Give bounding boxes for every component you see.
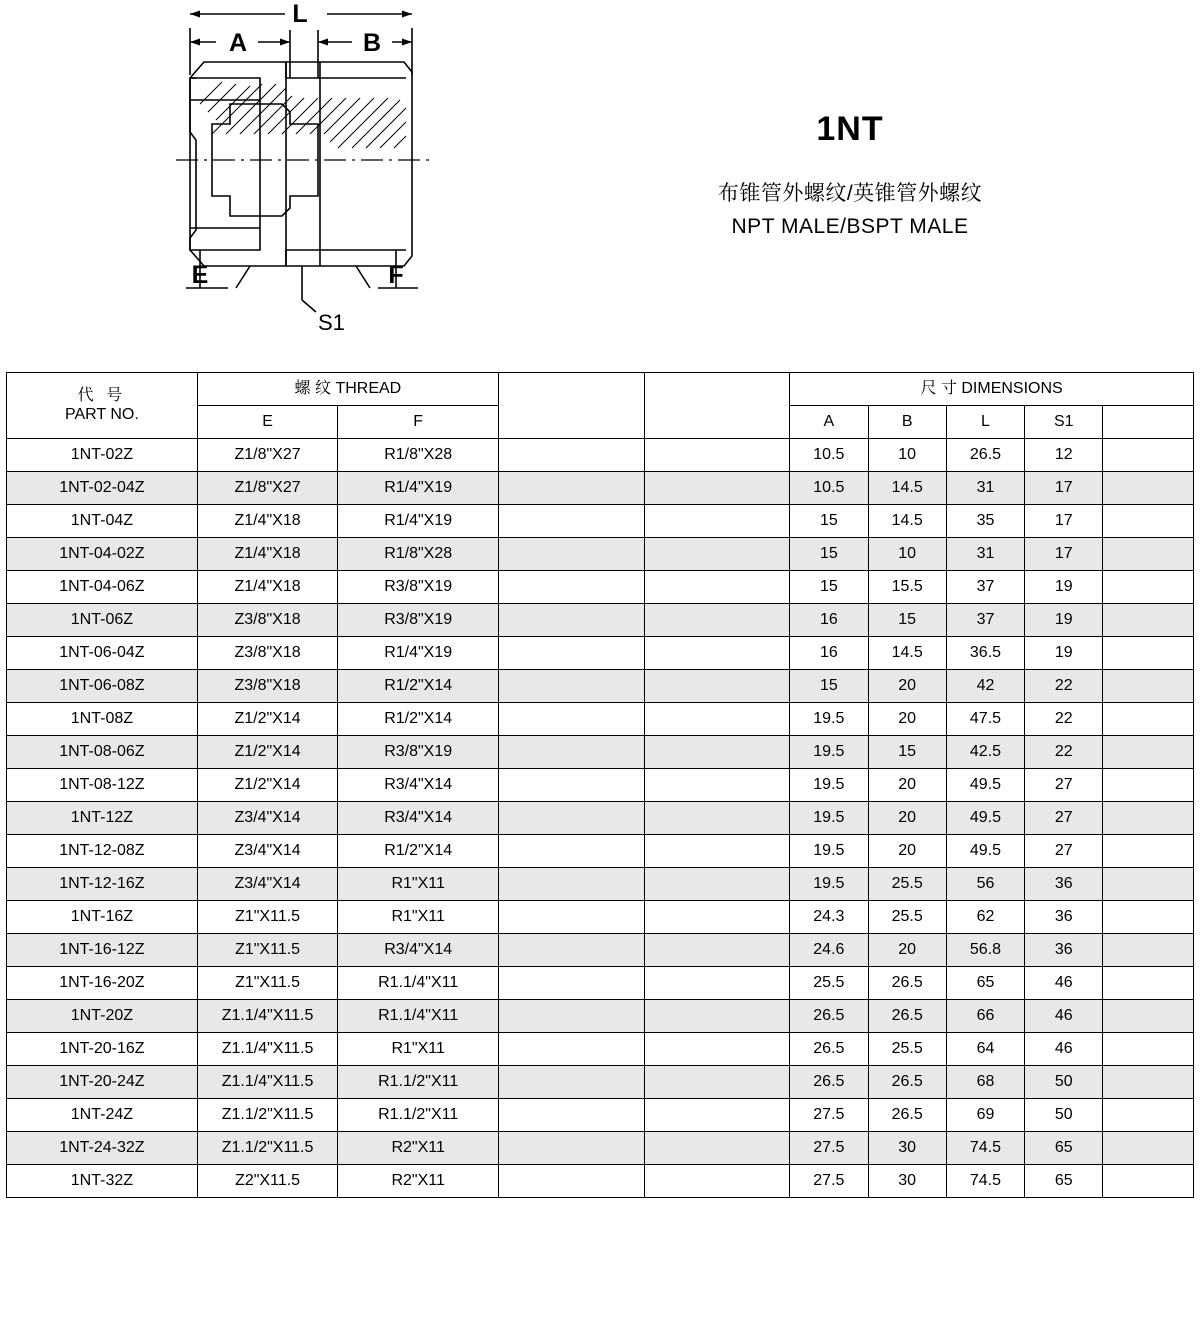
cell-thread-e: Z3/8"X18 [197,637,338,670]
cell-thread-f: R1/2"X14 [338,835,499,868]
cell-dim-s1: 27 [1025,802,1103,835]
cell-dim-s1: 17 [1025,538,1103,571]
cell-thread-e: Z1/2"X14 [197,703,338,736]
cell-blank [499,505,645,538]
cell-blank [1103,670,1194,703]
cell-blank [499,637,645,670]
cell-thread-f: R1.1/2"X11 [338,1066,499,1099]
cell-thread-f: R2"X11 [338,1132,499,1165]
cell-blank [644,934,790,967]
cell-blank [644,802,790,835]
cell-dim-a: 19.5 [790,769,868,802]
table-row [7,835,1194,868]
cell-blank [1103,604,1194,637]
cell-dim-a: 16 [790,637,868,670]
cell-blank [644,703,790,736]
cell-blank [499,670,645,703]
table-row [7,934,1194,967]
cell-dim-s1: 65 [1025,1132,1103,1165]
cell-part-no: 1NT-08-06Z [7,736,198,769]
product-drawing [0,0,560,335]
cell-blank [644,637,790,670]
cell-dim-s1: 46 [1025,967,1103,1000]
cell-part-no: 1NT-20-16Z [7,1033,198,1066]
header-part-no [7,373,198,439]
table-row [7,604,1194,637]
cell-blank [499,835,645,868]
cell-thread-f: R3/4"X14 [338,769,499,802]
cell-thread-f: R1.1/4"X11 [338,1000,499,1033]
cell-blank [644,868,790,901]
cell-blank [499,736,645,769]
cell-thread-f: R1/2"X14 [338,703,499,736]
fitting-technical-drawing [0,0,560,330]
cell-dim-b: 15 [868,736,946,769]
cell-blank [644,439,790,472]
cell-thread-f: R1"X11 [338,868,499,901]
cell-dim-l: 31 [946,538,1024,571]
cell-blank [1103,1099,1194,1132]
cell-blank [644,1066,790,1099]
cell-dim-b: 26.5 [868,967,946,1000]
cell-dim-b: 14.5 [868,637,946,670]
cell-dim-b: 14.5 [868,472,946,505]
cell-blank [1103,1000,1194,1033]
cell-part-no: 1NT-06-04Z [7,637,198,670]
product-name-cn: 布锥管外螺纹/英锥管外螺纹 [717,182,983,205]
cell-part-no: 1NT-16-20Z [7,967,198,1000]
cell-blank [644,769,790,802]
cell-thread-e: Z1/8"X27 [197,472,338,505]
cell-thread-f: R1/8"X28 [338,538,499,571]
cell-dim-l: 37 [946,571,1024,604]
cell-dim-a: 26.5 [790,1033,868,1066]
cell-blank [499,1066,645,1099]
cell-thread-e: Z1/2"X14 [197,769,338,802]
header-part-no-cn: 代 号 [77,387,127,405]
cell-dim-l: 35 [946,505,1024,538]
cell-part-no: 1NT-04-06Z [7,571,198,604]
header-blank-1 [499,373,645,439]
cell-blank [1103,1033,1194,1066]
table-row [7,538,1194,571]
cell-dim-b: 20 [868,802,946,835]
cell-dim-s1: 50 [1025,1099,1103,1132]
table-row [7,505,1194,538]
cell-dim-a: 27.5 [790,1165,868,1198]
cell-part-no: 1NT-16Z [7,901,198,934]
cell-thread-e: Z3/8"X18 [197,670,338,703]
cell-blank [1103,1165,1194,1198]
cell-blank [499,1132,645,1165]
table-row [7,868,1194,901]
cell-blank [644,472,790,505]
cell-blank [644,571,790,604]
header-thread: 螺 纹 THREAD [197,373,498,406]
cell-dim-l: 68 [946,1066,1024,1099]
cell-thread-e: Z1"X11.5 [197,934,338,967]
cell-blank [499,1099,645,1132]
cell-part-no: 1NT-02Z [7,439,198,472]
cell-blank [644,835,790,868]
cell-part-no: 1NT-08-12Z [7,769,198,802]
cell-blank [1103,1132,1194,1165]
cell-blank [644,1165,790,1198]
cell-thread-e: Z2"X11.5 [197,1165,338,1198]
cell-thread-f: R3/8"X19 [338,736,499,769]
cell-blank [499,934,645,967]
cell-part-no: 1NT-24-32Z [7,1132,198,1165]
cell-thread-e: Z3/8"X18 [197,604,338,637]
cell-part-no: 1NT-06Z [7,604,198,637]
cell-blank [644,505,790,538]
cell-part-no: 1NT-24Z [7,1099,198,1132]
cell-part-no: 1NT-12Z [7,802,198,835]
cell-blank [644,901,790,934]
cell-blank [644,1000,790,1033]
cell-dim-l: 31 [946,472,1024,505]
cell-blank [499,538,645,571]
table-row [7,736,1194,769]
cell-dim-s1: 19 [1025,604,1103,637]
table-row [7,967,1194,1000]
cell-dim-a: 15 [790,571,868,604]
cell-dim-a: 26.5 [790,1066,868,1099]
cell-dim-a: 15 [790,670,868,703]
cell-blank [499,571,645,604]
cell-dim-s1: 36 [1025,901,1103,934]
cell-dim-s1: 19 [1025,637,1103,670]
header-blank-2 [644,373,790,439]
product-code: 1NT [816,110,884,148]
cell-thread-f: R1.1/2"X11 [338,1099,499,1132]
cell-dim-s1: 36 [1025,934,1103,967]
cell-dim-s1: 27 [1025,769,1103,802]
cell-dim-l: 56 [946,868,1024,901]
cell-thread-f: R1"X11 [338,901,499,934]
cell-thread-f: R1/4"X19 [338,472,499,505]
cell-dim-l: 74.5 [946,1132,1024,1165]
cell-dim-b: 10 [868,538,946,571]
cell-blank [1103,703,1194,736]
cell-thread-e: Z1"X11.5 [197,967,338,1000]
cell-blank [1103,637,1194,670]
cell-dim-b: 26.5 [868,1099,946,1132]
cell-dim-l: 74.5 [946,1165,1024,1198]
cell-blank [499,1000,645,1033]
cell-blank [1103,1066,1194,1099]
header-dim-b: B [868,406,946,439]
drawing-label-E: E [191,261,209,289]
cell-blank [644,967,790,1000]
cell-blank [499,967,645,1000]
cell-thread-f: R1.1/4"X11 [338,967,499,1000]
cell-blank [499,901,645,934]
cell-dim-b: 25.5 [868,868,946,901]
table-row [7,769,1194,802]
cell-dim-l: 26.5 [946,439,1024,472]
cell-part-no: 1NT-32Z [7,1165,198,1198]
cell-blank [1103,868,1194,901]
cell-dim-b: 14.5 [868,505,946,538]
cell-thread-f: R3/8"X19 [338,604,499,637]
cell-dim-l: 49.5 [946,802,1024,835]
cell-blank [499,604,645,637]
cell-dim-l: 47.5 [946,703,1024,736]
cell-dim-a: 24.6 [790,934,868,967]
table-row [7,901,1194,934]
header-thread-f: F [338,406,499,439]
cell-dim-b: 26.5 [868,1066,946,1099]
specification-table [6,372,1194,1198]
table-row [7,571,1194,604]
cell-blank [644,604,790,637]
cell-blank [644,538,790,571]
cell-dim-b: 20 [868,670,946,703]
drawing-label-S1: S1 [318,310,345,330]
cell-dim-a: 27.5 [790,1132,868,1165]
cell-part-no: 1NT-08Z [7,703,198,736]
header-dim-s1: S1 [1025,406,1103,439]
cell-dim-l: 49.5 [946,835,1024,868]
cell-dim-l: 42.5 [946,736,1024,769]
cell-blank [499,472,645,505]
cell-dim-l: 62 [946,901,1024,934]
cell-dim-l: 66 [946,1000,1024,1033]
cell-thread-e: Z1.1/4"X11.5 [197,1000,338,1033]
cell-dim-s1: 46 [1025,1033,1103,1066]
table-row [7,439,1194,472]
cell-dim-b: 25.5 [868,1033,946,1066]
specification-table-body [7,439,1194,1198]
table-row [7,802,1194,835]
cell-dim-a: 25.5 [790,967,868,1000]
cell-thread-f: R3/4"X14 [338,802,499,835]
cell-dim-b: 20 [868,835,946,868]
cell-dim-s1: 17 [1025,505,1103,538]
cell-blank [1103,736,1194,769]
cell-dim-l: 56.8 [946,934,1024,967]
cell-dim-l: 65 [946,967,1024,1000]
spec-table-wrap [0,372,1200,1198]
header-thread-e: E [197,406,338,439]
cell-dim-b: 20 [868,769,946,802]
cell-thread-f: R2"X11 [338,1165,499,1198]
cell-blank [1103,901,1194,934]
cell-dim-a: 19.5 [790,703,868,736]
cell-blank [1103,802,1194,835]
header-dim-a: A [790,406,868,439]
cell-thread-f: R1/4"X19 [338,637,499,670]
cell-thread-e: Z1.1/4"X11.5 [197,1066,338,1099]
cell-dim-a: 10.5 [790,472,868,505]
cell-part-no: 1NT-12-08Z [7,835,198,868]
cell-dim-b: 10 [868,439,946,472]
cell-blank [499,439,645,472]
cell-thread-e: Z1/8"X27 [197,439,338,472]
cell-part-no: 1NT-20Z [7,1000,198,1033]
cell-dim-s1: 22 [1025,736,1103,769]
cell-dim-l: 42 [946,670,1024,703]
cell-thread-e: Z1/2"X14 [197,736,338,769]
cell-blank [644,1033,790,1066]
table-row [7,1066,1194,1099]
cell-dim-s1: 12 [1025,439,1103,472]
cell-dim-l: 69 [946,1099,1024,1132]
cell-blank [1103,769,1194,802]
table-row [7,472,1194,505]
cell-thread-e: Z1.1/2"X11.5 [197,1132,338,1165]
cell-dim-s1: 36 [1025,868,1103,901]
product-header [0,0,1200,372]
cell-thread-e: Z1/4"X18 [197,538,338,571]
cell-dim-b: 20 [868,934,946,967]
cell-blank [1103,571,1194,604]
cell-blank [1103,967,1194,1000]
cell-blank [499,1033,645,1066]
cell-part-no: 1NT-16-12Z [7,934,198,967]
cell-blank [499,769,645,802]
cell-dim-b: 15.5 [868,571,946,604]
cell-dim-s1: 22 [1025,670,1103,703]
cell-dim-a: 19.5 [790,736,868,769]
cell-dim-a: 19.5 [790,868,868,901]
cell-blank [1103,835,1194,868]
cell-part-no: 1NT-06-08Z [7,670,198,703]
product-title-block [560,0,1200,239]
cell-dim-s1: 19 [1025,571,1103,604]
cell-thread-e: Z3/4"X14 [197,868,338,901]
header-blank-3 [1103,406,1194,439]
drawing-label-B: B [362,29,382,57]
cell-part-no: 1NT-04-02Z [7,538,198,571]
cell-blank [644,1132,790,1165]
cell-blank [1103,505,1194,538]
cell-blank [499,802,645,835]
cell-thread-e: Z1.1/4"X11.5 [197,1033,338,1066]
cell-dim-b: 26.5 [868,1000,946,1033]
drawing-label-F: F [388,261,404,289]
cell-dim-a: 19.5 [790,835,868,868]
cell-dim-s1: 46 [1025,1000,1103,1033]
cell-dim-l: 37 [946,604,1024,637]
cell-dim-s1: 22 [1025,703,1103,736]
table-row [7,1165,1194,1198]
table-row [7,1033,1194,1066]
table-row [7,1132,1194,1165]
cell-blank [499,868,645,901]
table-row [7,1000,1194,1033]
header-part-no-en: PART NO. [64,405,139,423]
cell-blank [499,703,645,736]
table-row [7,703,1194,736]
cell-dim-s1: 50 [1025,1066,1103,1099]
cell-dim-b: 20 [868,703,946,736]
cell-part-no: 1NT-02-04Z [7,472,198,505]
cell-thread-f: R3/8"X19 [338,571,499,604]
header-dim-l: L [946,406,1024,439]
product-name-en: NPT MALE/BSPT MALE [731,215,969,238]
cell-dim-s1: 65 [1025,1165,1103,1198]
cell-thread-f: R1/8"X28 [338,439,499,472]
cell-blank [1103,538,1194,571]
cell-blank [1103,472,1194,505]
cell-blank [644,1099,790,1132]
table-row [7,670,1194,703]
cell-dim-a: 24.3 [790,901,868,934]
cell-dim-l: 36.5 [946,637,1024,670]
cell-blank [1103,439,1194,472]
cell-dim-b: 15 [868,604,946,637]
cell-dim-s1: 27 [1025,835,1103,868]
cell-dim-l: 49.5 [946,769,1024,802]
cell-thread-f: R1/4"X19 [338,505,499,538]
cell-blank [644,736,790,769]
table-header-row-1 [7,373,1194,406]
cell-thread-e: Z1/4"X18 [197,571,338,604]
cell-thread-e: Z3/4"X14 [197,802,338,835]
cell-dim-l: 64 [946,1033,1024,1066]
cell-dim-a: 15 [790,505,868,538]
cell-thread-f: R1/2"X14 [338,670,499,703]
cell-part-no: 1NT-04Z [7,505,198,538]
cell-thread-f: R3/4"X14 [338,934,499,967]
cell-blank [1103,934,1194,967]
cell-dim-b: 25.5 [868,901,946,934]
cell-dim-b: 30 [868,1165,946,1198]
table-row [7,637,1194,670]
cell-dim-a: 26.5 [790,1000,868,1033]
cell-blank [499,1165,645,1198]
cell-thread-e: Z1.1/2"X11.5 [197,1099,338,1132]
cell-dim-a: 15 [790,538,868,571]
cell-thread-e: Z3/4"X14 [197,835,338,868]
cell-thread-e: Z1/4"X18 [197,505,338,538]
cell-part-no: 1NT-20-24Z [7,1066,198,1099]
cell-dim-a: 10.5 [790,439,868,472]
cell-thread-f: R1"X11 [338,1033,499,1066]
cell-dim-s1: 17 [1025,472,1103,505]
cell-dim-a: 19.5 [790,802,868,835]
drawing-label-A: A [228,29,248,57]
header-dimensions: 尺 寸 DIMENSIONS [790,373,1194,406]
drawing-label-L: L [292,0,308,28]
table-row [7,1099,1194,1132]
cell-part-no: 1NT-12-16Z [7,868,198,901]
cell-dim-a: 16 [790,604,868,637]
cell-dim-a: 27.5 [790,1099,868,1132]
cell-blank [644,670,790,703]
cell-dim-b: 30 [868,1132,946,1165]
cell-thread-e: Z1"X11.5 [197,901,338,934]
